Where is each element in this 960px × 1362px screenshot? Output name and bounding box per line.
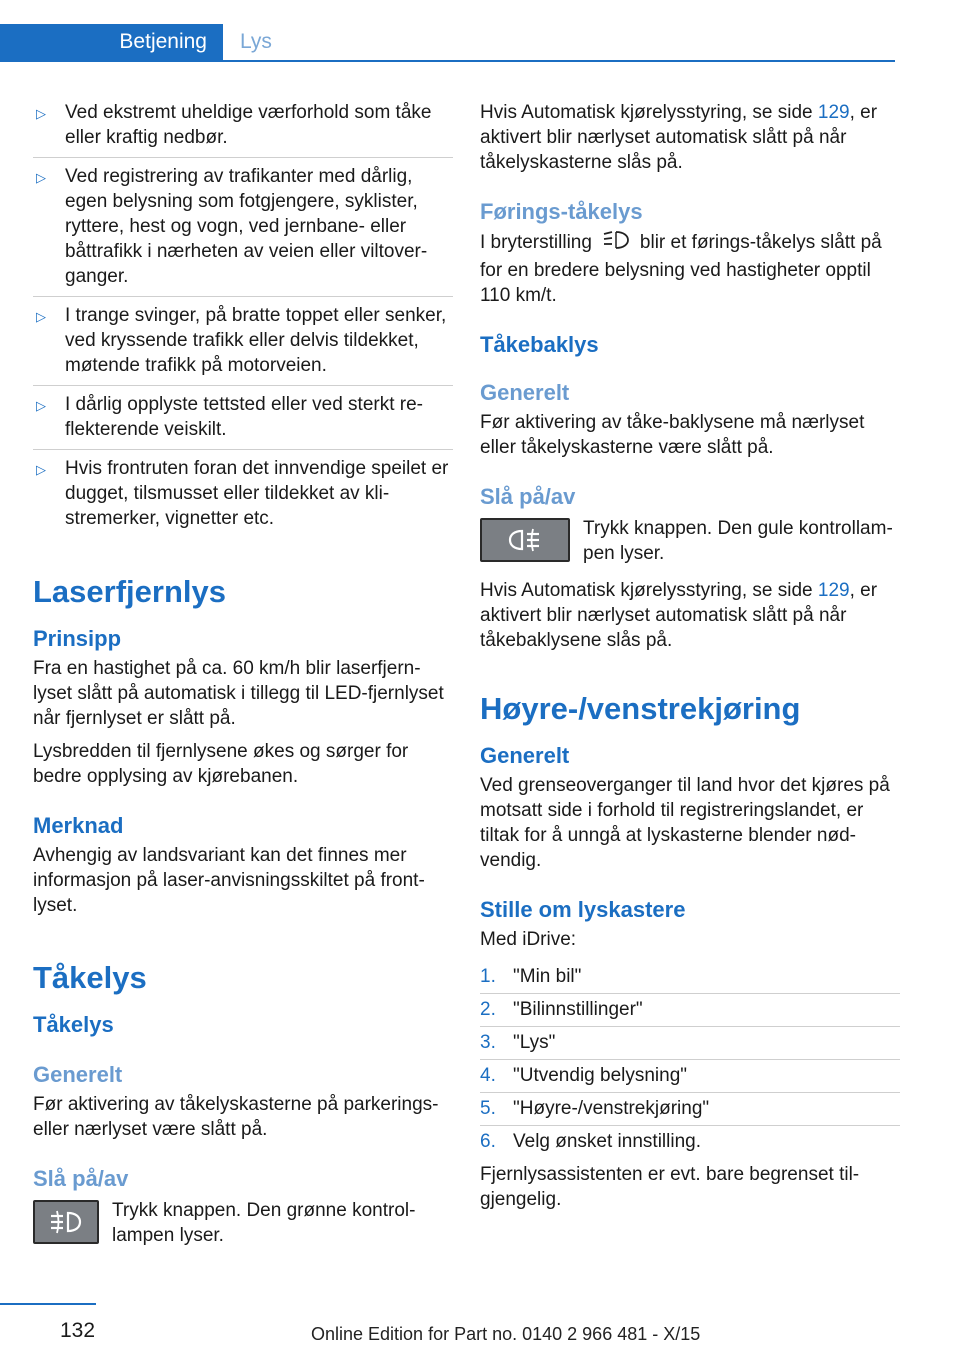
footer-rule	[0, 1303, 96, 1305]
step-text: Velg ønsket innstilling.	[513, 1131, 701, 1152]
list-item-text: Ved ekstremt uheldige værforhold som tåke eller kraftig nedbør.	[65, 102, 432, 148]
auto2-paragraph	[480, 578, 900, 653]
takelys-subheading: Tåkelys	[33, 1012, 114, 1037]
tab-betjening[interactable]	[0, 24, 223, 60]
merknad-paragraph: Avhengig av landsvariant kan det finnes mer informasjon på laser-anvisningsskiltet på frontlyset.	[33, 845, 425, 916]
prinsipp-paragraph-2: Lysbredden til fjernlysene økes og sørger for bedre opplysing av kjørebanen.	[33, 741, 409, 787]
prinsipp-paragraph-1: Fra en hastighet på ca. 60 km/h blir laserfjernlyset slått på automatisk i tillegg til LED-fjernlyset når fjernlyset er slått på.	[33, 658, 444, 729]
auto2-text: Hvis Automatisk kjørelysstyring, se side	[480, 580, 818, 601]
auto-text: Hvis Automatisk kjørelysstyring, se side	[480, 102, 818, 123]
page-link-129[interactable]: 129	[817, 102, 850, 123]
sla-paragraph: Trykk knappen. Den gule kontrollampen lyser.	[583, 518, 893, 564]
tab-betjening-label: Betjening	[119, 30, 207, 53]
stille-heading: Stille om lyskastere	[480, 897, 686, 922]
step-number: 5.	[480, 1098, 496, 1119]
generelt-paragraph: Før aktivering av tåke-baklysene må nærlyset eller tåkelyskasterne være slått på.	[480, 412, 865, 458]
triangle-bullet-icon: ▷	[36, 462, 46, 477]
list-item-text: I dårlig opplyste tettsted eller ved sterkt reflekterende veiskilt.	[65, 394, 423, 440]
list-item	[480, 1096, 900, 1126]
page-footer	[0, 1303, 960, 1362]
left-column	[33, 100, 453, 1256]
forings-paragraph	[480, 229, 900, 308]
merknad-heading: Merknad	[33, 813, 124, 838]
generelt-heading: Generelt	[33, 1062, 123, 1087]
triangle-bullet-icon: ▷	[36, 398, 46, 413]
sla-paragraph: Trykk knappen. Den grønne kontrollampen lyser.	[112, 1200, 416, 1246]
fog-light-button-row	[33, 1198, 453, 1248]
bullet-list	[33, 100, 453, 538]
guide-fog-light-icon	[602, 229, 630, 258]
step-number: 4.	[480, 1065, 496, 1086]
step-number: 2.	[480, 999, 496, 1020]
triangle-bullet-icon: ▷	[36, 106, 46, 121]
list-item	[480, 1129, 900, 1158]
triangle-bullet-icon: ▷	[36, 309, 46, 324]
sla-heading: Slå på/av	[33, 1166, 129, 1191]
header-bar	[0, 0, 895, 62]
list-item-text: Hvis frontruten foran det innvendige speilet er dugget, tilsmusset eller tildekket av klistremerker, vignetter etc.	[65, 458, 449, 529]
step-text: "Bilinnstillinger"	[513, 999, 643, 1020]
list-item-text: Ved registrering av trafikanter med dårlig, egen belysning som fotgjengere, syklister, ryttere, hest og vogn, ved jernbane- eller båttrafikk i nærheten av veien eller viltoverganger.	[65, 166, 428, 287]
hoyre-heading: Høyre-/venstrekjøring	[480, 691, 801, 726]
list-item	[33, 100, 453, 158]
triangle-bullet-icon: ▷	[36, 170, 46, 185]
forings-text: I bryterstilling	[480, 232, 592, 253]
page-number: 132	[60, 1319, 96, 1342]
step-text: "Lys"	[513, 1032, 556, 1053]
step-list	[480, 964, 900, 1158]
auto2-text-end: , er aktivert blir nærlyset automatisk slått på når tåkebaklysene slås på.	[480, 580, 878, 651]
list-item	[480, 1063, 900, 1093]
forings-text-end: blir et førings-tåkelys slått på for en bredere belysning ved hastigheter opptil 110 km/t.	[480, 232, 882, 306]
step-text: "Høyre-/venstrekjøring"	[513, 1098, 710, 1119]
final-paragraph: Fjernlysassistenten er evt. bare begrenset tilgjengelig.	[480, 1164, 860, 1210]
list-item	[480, 1030, 900, 1060]
page-link-129[interactable]: 129	[817, 580, 850, 601]
right-column	[480, 100, 900, 1220]
rear-fog-button-row	[480, 516, 900, 566]
list-item-text: I trange svinger, på bratte toppet eller senker, ved kryssende trafikk eller delvis tildekket, møtende trafikk på motorveien.	[65, 305, 447, 376]
takelys-heading: Tåkelys	[33, 960, 147, 995]
tab-lys[interactable]: Lys	[240, 30, 272, 53]
list-item	[33, 392, 453, 450]
takebaklys-heading: Tåkebaklys	[480, 332, 599, 357]
edition-note: Online Edition for Part no. 0140 2 966 481 - X/15	[311, 1324, 701, 1344]
generelt2-heading: Generelt	[480, 743, 570, 768]
step-number: 3.	[480, 1032, 496, 1053]
front-fog-light-button-icon	[33, 1200, 99, 1244]
list-item	[33, 456, 453, 538]
generelt2-paragraph: Ved grenseoverganger til land hvor det kjøres på motsatt side i forhold til registreringslandet, er tiltak for å unngå at lyskasterne blender nødvendig.	[480, 775, 890, 871]
step-text: "Min bil"	[513, 966, 582, 987]
header-rule	[0, 60, 895, 62]
stille-intro: Med iDrive:	[480, 929, 577, 950]
list-item	[33, 164, 453, 297]
generelt-heading: Generelt	[480, 380, 570, 405]
step-text: "Utvendig belysning"	[513, 1065, 688, 1086]
auto-text-end: , er aktivert blir nærlyset automatisk slått på når tåkelyskasterne slås på.	[480, 102, 878, 173]
sla-heading: Slå på/av	[480, 484, 576, 509]
laser-heading: Laserfjernlys	[33, 574, 226, 609]
auto-paragraph	[480, 100, 900, 175]
list-item	[480, 964, 900, 994]
rear-fog-light-button-icon	[480, 518, 570, 562]
list-item	[33, 303, 453, 386]
list-item	[480, 997, 900, 1027]
prinsipp-heading: Prinsipp	[33, 626, 122, 651]
step-number: 1.	[480, 966, 496, 987]
generelt-paragraph: Før aktivering av tåkelyskasterne på parkerings- eller nærlyset være slått på.	[33, 1094, 439, 1140]
step-number: 6.	[480, 1131, 496, 1152]
forings-heading: Førings-tåkelys	[480, 199, 643, 224]
